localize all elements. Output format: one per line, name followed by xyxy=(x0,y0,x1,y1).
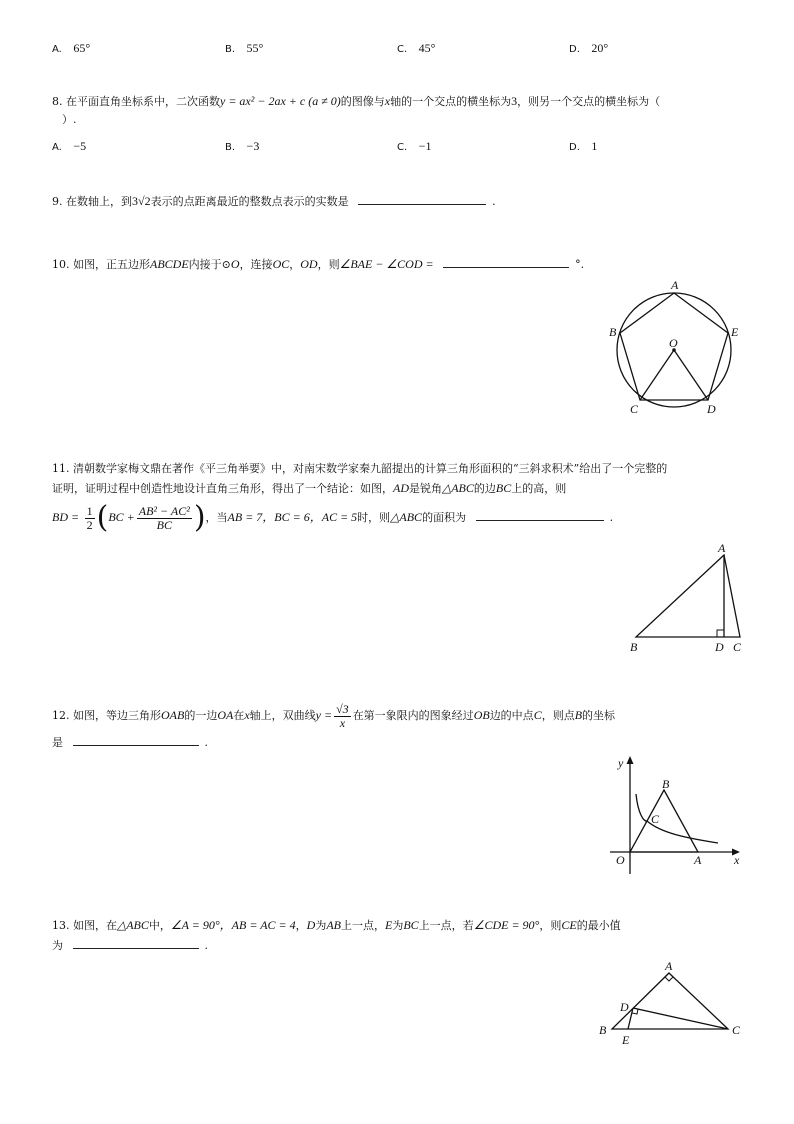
q8-option-d: D. 1 xyxy=(569,139,598,153)
q8-stem: 8. 在平面直角坐标系中，二次函数y = ax² − 2ax + c (a ≠ 0)的图像与x轴的一个交点的横坐标为3，则另一个交点的横坐标为（ xyxy=(52,94,661,108)
q11-label-c: C xyxy=(733,640,742,654)
q13-label-e: E xyxy=(622,1033,630,1047)
q10-pentagon-figure xyxy=(600,278,750,418)
q13-answer-blank[interactable] xyxy=(73,937,199,949)
q10-segment-od xyxy=(674,350,708,400)
q7-option-c: C. 45° xyxy=(397,41,436,55)
q12-label-c: C xyxy=(651,812,660,826)
q8-option-a: A. −5 xyxy=(52,139,87,153)
q13-label-c: C xyxy=(732,1023,741,1037)
q9-answer-blank[interactable] xyxy=(358,193,486,205)
q10-label-e: E xyxy=(731,325,739,339)
q11-main-fraction: $\frac{\text{AB² − AC²}}{BC}$ xyxy=(138,503,190,532)
q11-triangle-figure xyxy=(620,538,760,658)
q13-label-d: D xyxy=(620,1000,629,1014)
q13-segment-dc xyxy=(633,1008,728,1029)
q10-label-d: D xyxy=(707,402,716,416)
q8-option-c: C. −1 xyxy=(397,139,432,153)
q11-line2: 证明，证明过程中创造性地设计直角三角形，得出了一个结论：如图，AD是锐角△ABC的边BC上的高，则 xyxy=(52,481,567,495)
q7-option-a: A. 65° xyxy=(52,41,91,55)
q13-label-b: B xyxy=(599,1023,607,1037)
q12-label-a: A xyxy=(694,853,702,867)
q7-option-d: D. 20° xyxy=(569,41,609,55)
q13-stem: 13. 如图，在△ABC中，∠A = 90°，AB = AC = 4，D为AB上一点，E为BC上一点，若∠CDE = 90°，则CE的最小值 xyxy=(52,918,621,932)
q12-triangle-oab xyxy=(630,790,698,852)
q12-line2: 是 . xyxy=(52,736,208,749)
q12-label-y: y xyxy=(618,756,624,770)
q11-formula-line: BD = $\frac{1}{2}$ (BC + $\frac{\text{AB² − AC²}}{BC}$ )，当AB = 7，BC = 6，AC = 5时，则△ABC的面积为 . xyxy=(52,500,614,535)
q11-label-a: A xyxy=(718,541,726,555)
q12-y-arrow-icon xyxy=(627,756,634,764)
q10-label-c: C xyxy=(630,402,639,416)
q10-label-o: O xyxy=(669,336,678,350)
q12-answer-blank[interactable] xyxy=(73,734,199,746)
q10-segment-oc xyxy=(640,350,674,400)
q10-label-a: A xyxy=(671,278,679,292)
q7-option-b: B. 55° xyxy=(225,41,264,55)
q11-answer-blank[interactable] xyxy=(476,498,604,521)
q12-stem: 12. 如图，等边三角形OAB的一边OA在x轴上，双曲线y = $\frac{√3}{x}$ 在第一象限内的图象经过OB边的中点C，则点B的坐标 xyxy=(52,701,616,730)
q11-half-fraction: $\frac{1}{2}$ xyxy=(86,503,93,532)
q9-stem: 9. 在数轴上，到3√2表示的点距离最近的整数点表示的实数是 . xyxy=(52,194,496,208)
q11-line1: 11. 清朝数学家梅文鼎在著作《平三角举要》中，对南宋数学家秦九韶提出的计算三角形面积的“三斜求积术”给出了一个完整的 xyxy=(52,462,668,475)
q12-label-o: O xyxy=(616,853,625,867)
q11-right-angle-mark xyxy=(717,630,724,637)
q10-label-b: B xyxy=(609,325,617,339)
q10-stem: 10. 如图，正五边形ABCDE内接于⊙O，连接OC，OD，则∠BAE − ∠COD = °. xyxy=(52,257,585,271)
q13-right-angle-a xyxy=(665,973,673,981)
q10-answer-blank[interactable] xyxy=(443,256,569,268)
q11-label-d: D xyxy=(715,640,724,654)
q12-fraction: $\frac{√3}{x}$ xyxy=(336,701,349,730)
q12-graph-figure xyxy=(606,752,756,878)
q8-close-paren: ）. xyxy=(62,113,77,126)
q11-label-b: B xyxy=(630,640,638,654)
q12-label-x: x xyxy=(734,853,740,867)
q8-option-b: B. −3 xyxy=(225,139,260,153)
q13-line2: 为 . xyxy=(52,939,208,952)
q13-triangle-figure xyxy=(594,956,754,1050)
q13-label-a: A xyxy=(665,959,673,973)
q12-label-b: B xyxy=(662,777,670,791)
